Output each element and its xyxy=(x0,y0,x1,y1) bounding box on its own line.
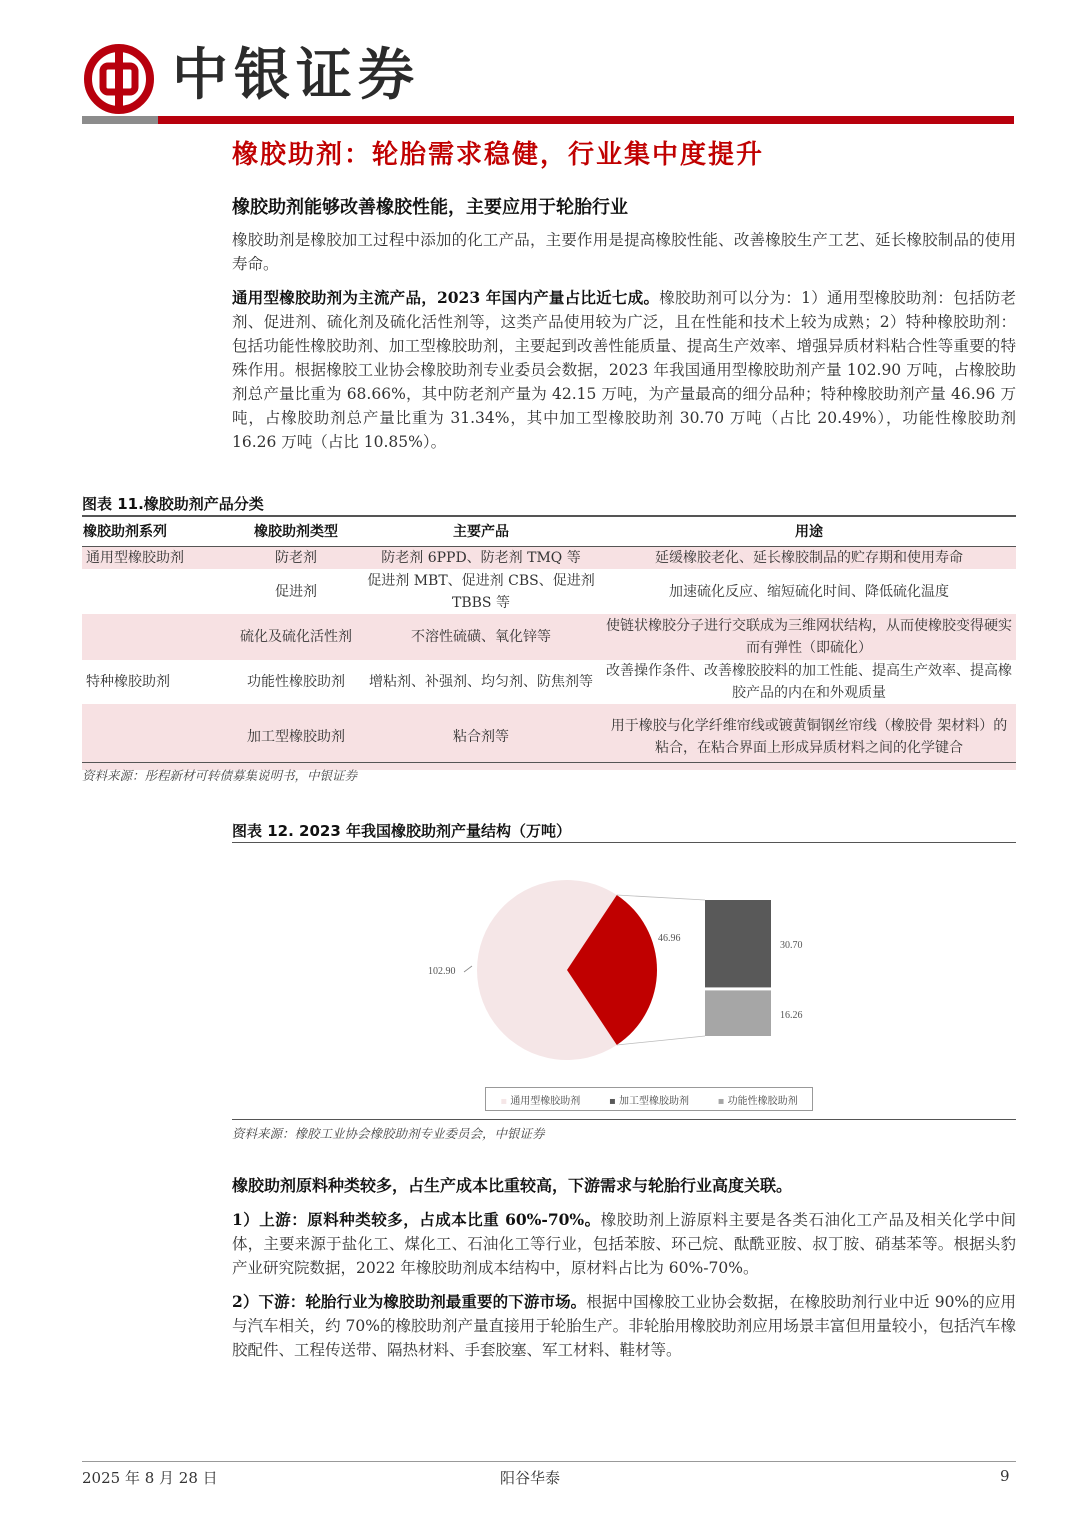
table-cell: 促进剂 xyxy=(275,583,317,600)
legend-label: 通用型橡胶助剂 xyxy=(510,1095,581,1107)
paragraph-lead: 通用型橡胶助剂为主流产品，2023 年国内产量占比近七成。 xyxy=(232,288,660,307)
data-label-general: 102.90 xyxy=(428,966,456,977)
legend-item xyxy=(609,1092,689,1107)
table-source: 资料来源：彤程新材可转债募集说明书，中银证券 xyxy=(82,768,358,783)
table-header: 橡胶助剂类型 xyxy=(232,516,360,547)
legend-label: 功能性橡胶助剂 xyxy=(727,1095,798,1107)
data-label-processing: 30.70 xyxy=(780,940,803,951)
section-title: 橡胶助剂：轮胎需求稳健，行业集中度提升 xyxy=(232,140,765,170)
table-cell: 特种橡胶助剂 xyxy=(86,674,170,690)
table-cell xyxy=(82,569,232,614)
data-label-special: 46.96 xyxy=(658,933,681,944)
data-label-functional: 16.26 xyxy=(780,1010,803,1021)
subsection-title: 橡胶助剂能够改善橡胶性能，主要应用于轮胎行业 xyxy=(232,197,628,218)
subsection-title-2: 橡胶助剂原料种类较多，占生产成本比重较高，下游需求与轮胎行业高度关联。 xyxy=(232,1176,793,1195)
legend-label: 加工型橡胶助剂 xyxy=(618,1095,689,1107)
legend-item xyxy=(718,1092,798,1107)
table-header: 主要产品 xyxy=(360,516,602,547)
paragraph-downstream xyxy=(232,1290,1016,1362)
table-cell: 改善操作条件、改善橡胶胶料的加工性能、提高生产效率、提高橡胶产品的内在和外观质量 xyxy=(606,663,1012,701)
header-bar-grey xyxy=(82,116,158,124)
legend-swatch: ▪ xyxy=(609,1095,616,1107)
table-title: 图表 11.橡胶助剂产品分类 xyxy=(82,495,264,513)
table-cell: 功能性橡胶助剂 xyxy=(247,674,345,690)
label-leader-line xyxy=(464,966,472,972)
footer-page-number: 9 xyxy=(1000,1467,1010,1485)
chart-top-rule xyxy=(232,842,1016,843)
paragraph-upstream xyxy=(232,1208,1016,1280)
connector-line-top xyxy=(617,895,705,900)
table-row xyxy=(82,614,1016,660)
table-cell: 延缓橡胶老化、延长橡胶制品的贮存期和使用寿命 xyxy=(602,547,1016,570)
table-cell: 使链状橡胶分子进行交联成为三维网状结构，从而使橡胶变得硬实而有弹性（即硫化） xyxy=(602,614,1016,660)
paragraph-intro: 橡胶助剂是橡胶加工过程中添加的化工产品，主要作用是提高橡胶性能、改善橡胶生产工艺、延长橡胶制品的使用寿命。 xyxy=(232,231,1016,273)
table-row xyxy=(82,569,1016,614)
paragraph-body: 橡胶助剂上游原料主要是各类石油化工产品及相关化学中间体，主要来源于盐化工、煤化工、石油化工等行业，包括苯胺、环己烷、酞酰亚胺、叔丁胺、硝基苯等。根据头豹产业研究院数据，2022 年橡胶助剂成本结构中，原材料占比为 60%-70%。 xyxy=(232,1211,1016,1277)
table-cell: 防老剂 6PPD、防老剂 TMQ 等 xyxy=(360,547,602,570)
connector-line-bottom xyxy=(617,1036,705,1045)
table-cell xyxy=(82,614,232,660)
table-cell: 不溶性硫磺、氧化锌等 xyxy=(360,614,602,660)
table-cell: 增粘剂、补强剂、均匀剂、防焦剂等 xyxy=(369,674,593,690)
legend-swatch: ▪ xyxy=(500,1095,508,1107)
bar-segment-processing xyxy=(705,900,771,987)
chart-legend xyxy=(485,1087,813,1111)
paragraph-classification xyxy=(232,286,1016,454)
table-row xyxy=(82,660,1016,704)
footer-company: 阳谷华泰 xyxy=(500,1469,561,1487)
chart-title: 图表 12. 2023 年我国橡胶助剂产量结构（万吨） xyxy=(232,822,571,840)
paragraph-lead: 2）下游：轮胎行业为橡胶助剂最重要的下游市场。 xyxy=(232,1292,587,1311)
classification-table xyxy=(82,516,1016,770)
paragraph-body: 根据中国橡胶工业协会数据，在橡胶助剂行业中近 90%的应用与汽车相关，约 70%的橡胶助剂产量直接用于轮胎生产。非轮胎用橡胶助剂应用场景丰富但用量较小，包括汽车橡胶配件、工程传送带、隔热材料、手套胶塞、军工材料、鞋材等。 xyxy=(232,1293,1016,1359)
bar-segment-functional xyxy=(705,990,771,1036)
table-row xyxy=(82,547,1016,570)
bank-logo xyxy=(84,44,154,114)
table-row xyxy=(82,704,1016,770)
table-header-row xyxy=(82,516,1016,547)
table-cell: 加速硫化反应、缩短硫化时间、降低硫化温度 xyxy=(669,583,949,600)
legend-swatch: ▪ xyxy=(717,1095,725,1107)
footer-date: 2025 年 8 月 28 日 xyxy=(82,1469,218,1487)
chart-bottom-rule xyxy=(232,1119,1016,1120)
table-bottom-rule xyxy=(82,762,1016,763)
table-cell: 用于橡胶与化学纤维帘线或镀黄铜钢丝帘线（橡胶骨 架材料）的粘合，在粘合界面上形成异质材料之间的化学键合 xyxy=(602,704,1016,770)
legend-item xyxy=(500,1092,580,1107)
table-cell: 粘合剂等 xyxy=(360,704,602,770)
paragraph-lead: 1）上游：原料种类较多，占成本比重 60%-70%。 xyxy=(232,1210,601,1229)
table-header: 用途 xyxy=(602,516,1016,547)
table-cell: 通用型橡胶助剂 xyxy=(82,547,232,570)
table-cell: 加工型橡胶助剂 xyxy=(232,704,360,770)
paragraph-body: 橡胶助剂可以分为：1）通用型橡胶助剂：包括防老剂、促进剂、硫化剂及硫化活性剂等，这类产品使用较为广泛，且在性能和技术上较为成熟；2）特种橡胶助剂：包括功能性橡胶助剂、加工型橡胶助剂，主要起到改善性能质量、提高生产效率、增强异质材料粘合性等重要的特殊作用。根据橡胶工业协会橡胶助剂专业委员会数据，2023 年我国通用型橡胶助剂产量 102.90 万吨，占橡胶助剂总产量比重为 68.66%，其中防老剂产量为 42.15 万吨，为产量最高的细分品种；特种橡胶助剂产量 46.96 万吨，占橡胶助剂总产量比重为 31.34%，其中加工型橡胶助剂 30.70 万吨（占比 20.49%），功能性橡胶助剂 16.26 万吨（占比 10.85%）。 xyxy=(232,289,1016,451)
table-cell xyxy=(82,704,232,770)
table-header: 橡胶助剂系列 xyxy=(82,516,232,547)
table-cell: 促进剂 MBT、促进剂 CBS、促进剂 TBBS 等 xyxy=(367,572,595,611)
brand-name: 中银证券 xyxy=(172,43,420,108)
pie-chart xyxy=(232,850,1016,1080)
chart-source: 资料来源：橡胶工业协会橡胶助剂专业委员会，中银证券 xyxy=(232,1126,545,1141)
footer-rule xyxy=(82,1461,1016,1462)
table-cell: 硫化及硫化活性剂 xyxy=(232,614,360,660)
table-cell: 防老剂 xyxy=(232,547,360,570)
header-bar-red xyxy=(158,116,1014,124)
